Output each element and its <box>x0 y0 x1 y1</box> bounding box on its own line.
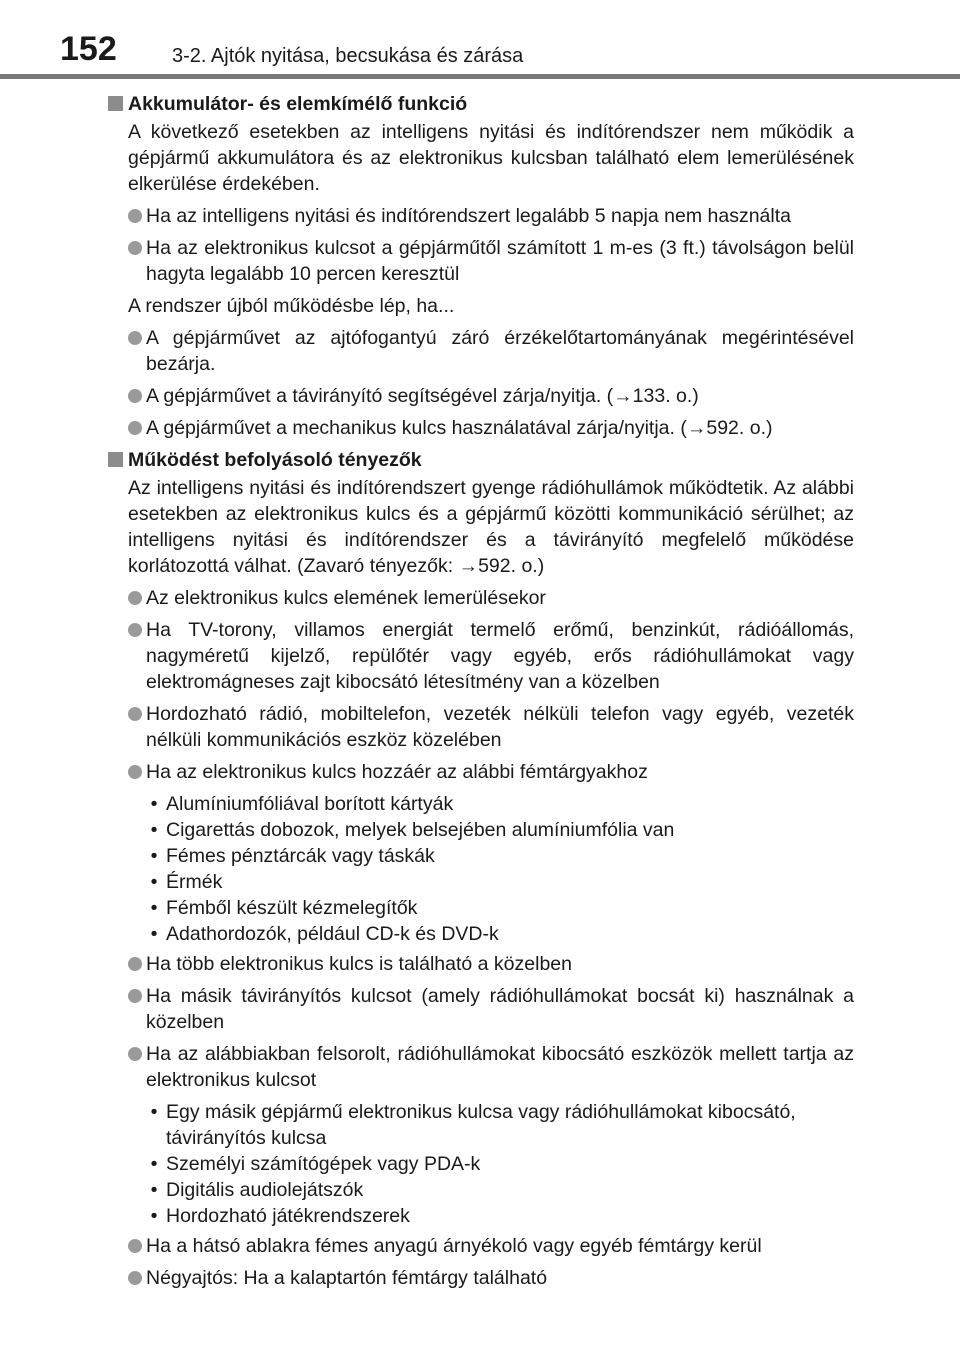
list-item <box>108 759 854 785</box>
square-bullet-icon <box>108 452 123 467</box>
list-item <box>108 415 854 441</box>
sub-list-item: • Cigarettás dobozok, melyek belsejében alumíniumfólia van <box>108 817 854 843</box>
small-dot-icon: • <box>150 819 158 841</box>
radio-devices-list <box>108 1099 854 1229</box>
list-item <box>108 203 854 229</box>
small-dot-icon: • <box>150 923 158 945</box>
list-item <box>108 951 854 977</box>
circle-bullet-icon <box>128 331 142 345</box>
circle-bullet-icon <box>128 389 142 403</box>
list-item <box>108 983 854 1035</box>
list-item-text: A gépjárművet a mechanikus kulcs használatával zárja/nyitja. (→592. o.) <box>146 417 773 439</box>
list-item <box>108 235 854 287</box>
section-heading-battery-saving <box>108 91 854 117</box>
small-dot-icon: • <box>150 1101 158 1123</box>
circle-bullet-icon <box>128 765 142 779</box>
page-content <box>108 91 854 1297</box>
list-item <box>108 325 854 377</box>
list-item-text: A gépjárművet a távirányító segítségével zárja/nyitja. (→133. o.) <box>146 385 699 407</box>
list-item-text: Ha az elektronikus kulcsot a gépjárműtől számított 1 m-es (3 ft.) távolságon belül hagyta legalább 10 percen keresztül <box>146 237 854 285</box>
list-item <box>108 585 854 611</box>
list-item <box>108 617 854 695</box>
circle-bullet-icon <box>128 209 142 223</box>
section-intro: A következő esetekben az intelligens nyitási és indítórendszer nem működik a gépjármű akkumulátora és az elektronikus kulcsban található elem lemerülésének elkerülése érdekében. <box>128 121 854 195</box>
circle-bullet-icon <box>128 421 142 435</box>
sub-list-item: • Fémes pénztárcák vagy táskák <box>108 843 854 869</box>
circle-bullet-icon <box>128 957 142 971</box>
small-dot-icon: • <box>150 871 158 893</box>
circle-bullet-icon <box>128 1239 142 1253</box>
list-item-text: Ha az intelligens nyitási és indítórendszert legalább 5 napja nem használta <box>146 205 791 227</box>
list-item-text: Az elektronikus kulcs elemének lemerülésekor <box>146 587 546 609</box>
sub-list-item: • Érmék <box>108 869 854 895</box>
sub-list-item: • Digitális audiolejátszók <box>108 1177 854 1203</box>
list-item-text: Ha az elektronikus kulcs hozzáér az alábbi fémtárgyakhoz <box>146 761 648 783</box>
list-item-text: Ha TV-torony, villamos energiát termelő erőmű, benzinkút, rádióállomás, nagyméretű kijelző, repülőtér vagy egyéb, erős rádióhullámokat vagy elektromágneses zajt kibocsátó létesítmény van a közelben <box>146 619 854 693</box>
list-item-text: Ha az alábbiakban felsorolt, rádióhullámokat kibocsátó eszközök mellett tartja az elektronikus kulcsot <box>146 1043 854 1091</box>
sub-list-item: • Személyi számítógépek vagy PDA-k <box>108 1151 854 1177</box>
sub-list-item: • Fémből készült kézmelegítők <box>108 895 854 921</box>
list-item-text: Ha több elektronikus kulcs is található a közelben <box>146 953 572 975</box>
page-number: 152 <box>60 30 117 68</box>
section-heading-influencing-factors <box>108 447 854 473</box>
list-item <box>108 1233 854 1259</box>
section-intro: Az intelligens nyitási és indítórendszert gyenge rádióhullámok működtetik. Az alábbi esetekben az elektronikus kulcs és a gépjármű közötti kommunikáció sérülhet; az intelligens nyitási és indítórendszer és a távirányító megfelelő működése korlátozottá válhat. (Zavaró tényezők: →592. o.) <box>128 477 854 577</box>
list-item-text: Hordozható rádió, mobiltelefon, vezeték nélküli telefon vagy egyéb, vezeték nélküli kommunikációs eszköz közelében <box>146 703 854 751</box>
section-heading-text: Akkumulátor- és elemkímélő funkció <box>128 93 468 115</box>
list-item <box>108 1265 854 1291</box>
list-item <box>108 1041 854 1093</box>
list-item-text: Ha másik távirányítós kulcsot (amely rádióhullámokat bocsát ki) használnak a közelben <box>146 985 854 1033</box>
circle-bullet-icon <box>128 707 142 721</box>
circle-bullet-icon <box>128 1271 142 1285</box>
small-dot-icon: • <box>150 1205 158 1227</box>
small-dot-icon: • <box>150 1179 158 1201</box>
circle-bullet-icon <box>128 623 142 637</box>
small-dot-icon: • <box>150 845 158 867</box>
sub-list-item: • Adathordozók, például CD-k és DVD-k <box>108 921 854 947</box>
sub-list-item: • Egy másik gépjármű elektronikus kulcsa vagy rádióhullámokat kibocsátó, távirányítós kulcsa <box>108 1099 854 1151</box>
small-dot-icon: • <box>150 793 158 815</box>
circle-bullet-icon <box>128 241 142 255</box>
list-item-text: Ha a hátsó ablakra fémes anyagú árnyékoló vagy egyéb fémtárgy kerül <box>146 1235 762 1257</box>
list-item-text: Négyajtós: Ha a kalaptartón fémtárgy található <box>146 1267 548 1289</box>
metal-objects-list <box>108 791 854 947</box>
circle-bullet-icon <box>128 591 142 605</box>
header-rule <box>0 74 960 79</box>
page-header <box>0 0 960 80</box>
sub-list-item: • Hordozható játékrendszerek <box>108 1203 854 1229</box>
list-item <box>108 383 854 409</box>
section-heading-text: Működést befolyásoló tényezők <box>128 449 422 471</box>
list-item-text: A gépjárművet az ajtófogantyú záró érzékelőtartományának megérintésével bezárja. <box>146 327 854 375</box>
sub-list-item: • Alumíniumfóliával borított kártyák <box>108 791 854 817</box>
list-item <box>108 701 854 753</box>
square-bullet-icon <box>108 96 123 111</box>
circle-bullet-icon <box>128 1047 142 1061</box>
circle-bullet-icon <box>128 989 142 1003</box>
chapter-title: 3-2. Ajtók nyitása, becsukása és zárása <box>172 45 524 67</box>
small-dot-icon: • <box>150 1153 158 1175</box>
resume-text: A rendszer újból működésbe lép, ha... <box>128 295 455 317</box>
small-dot-icon: • <box>150 897 158 919</box>
